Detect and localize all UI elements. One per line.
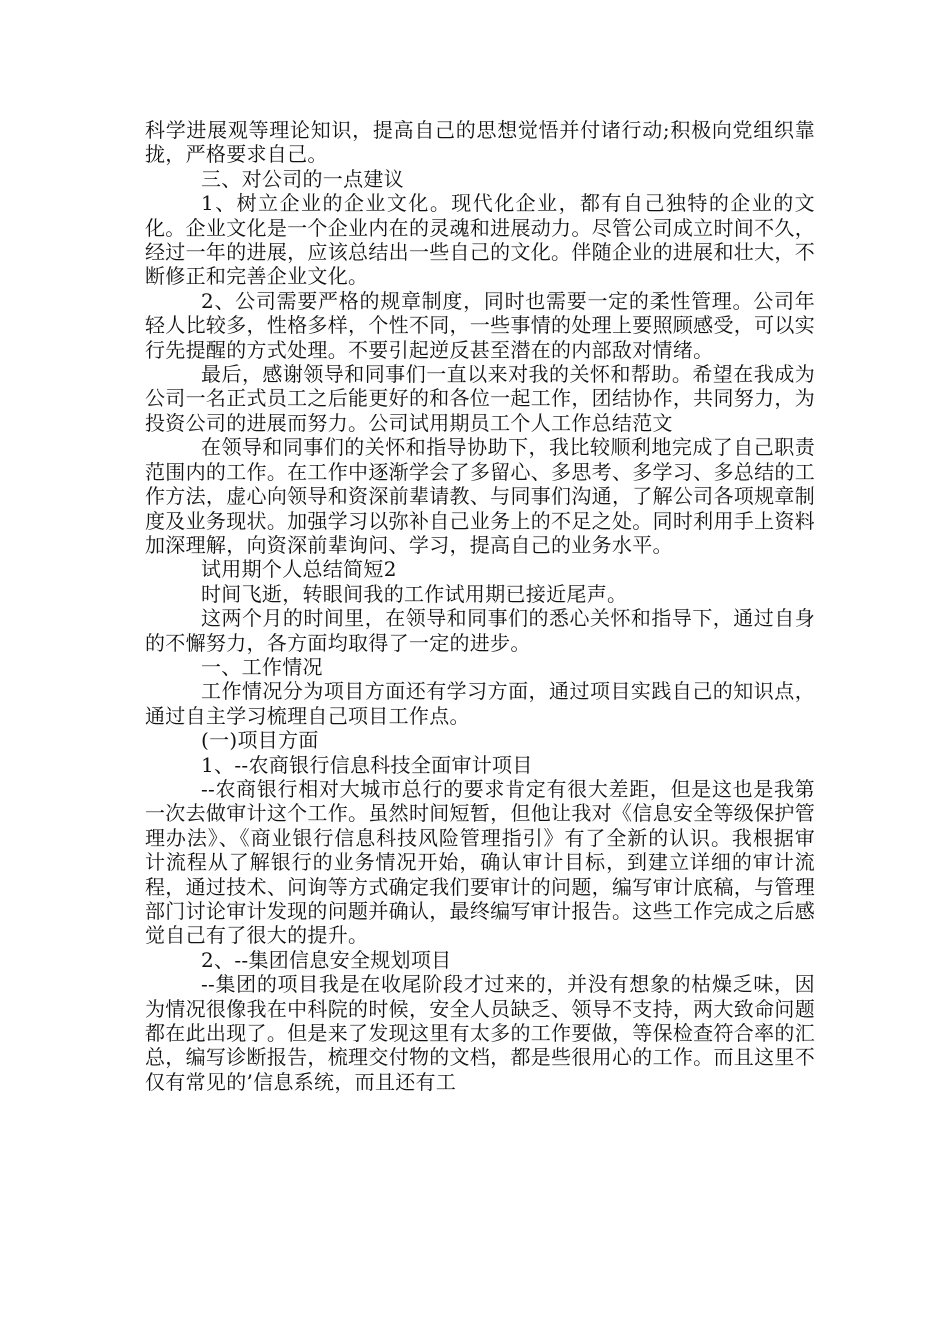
section-heading: 2、--集团信息安全规划项目 — [201, 947, 452, 972]
paragraph: 时间飞逝，转眼间我的工作试用期已接近尾声。 — [201, 581, 628, 606]
section-heading: 三、对公司的一点建议 — [201, 166, 404, 191]
paragraph: 这两个月的时间里，在领导和同事们的悉心关怀和指导下，通过自身的不懈努力，各方面均取得了一定的进步。 — [145, 606, 815, 655]
paragraph: 2、公司需要严格的规章制度，同时也需要一定的柔性管理。公司年轻人比较多，性格多样，个性不同，一些事情的处理上要照顾感受，可以实行先提醒的方式处理。不要引起逆反甚至潜在的内部敌对情绪。 — [145, 288, 815, 362]
paragraph: --集团的项目我是在收尾阶段才过来的，并没有想象的枯燥乏味，因为情况很像我在中科院的时候，安全人员缺乏、领导不支持，两大致命问题都在此出现了。但是来了发现这里有太多的工作要做，等保检查符合率的汇总，编写诊断报告，梳理交付物的文档，都是些很用心的工作。而且这里不仅有常见的’信息系统，而且还有工 — [145, 972, 815, 1094]
paragraph: 1、树立企业的企业文化。现代化企业，都有自己独特的企业的文化。企业文化是一个企业内在的灵魂和进展动力。尽管公司成立时间不久，经过一年的进展，应该总结出一些自己的文化。伴随企业的进展和壮大，不断修正和完善企业文化。 — [145, 191, 815, 289]
paragraph: 工作情况分为项目方面还有学习方面，通过项目实践自己的知识点，通过自主学习梳理自己项目工作点。 — [145, 679, 815, 728]
paragraph: 科学进展观等理论知识，提高自己的思想觉悟并付诸行动;积极向党组织靠拢，严格要求自己。 — [145, 118, 815, 167]
section-heading: 一、工作情况 — [201, 654, 323, 679]
document-page — [145, 118, 815, 1094]
paragraph: --农商银行相对大城市总行的要求肯定有很大差距，但是这也是我第一次去做审计这个工作。虽然时间短暂，但他让我对《信息安全等级保护管理办法》、《商业银行信息科技风险管理指引》有了全新的认识。我根据审计流程从了解银行的业务情况开始，确认审计目标，到建立详细的审计流程，通过技术、问询等方式确定我们要审计的问题，编写审计底稿，与管理部门讨论审计发现的问题并确认，最终编写审计报告。这些工作完成之后感觉自己有了很大的提升。 — [145, 776, 815, 948]
section-heading: 1、--农商银行信息科技全面审计项目 — [201, 752, 533, 777]
section-heading: 试用期个人总结简短2 — [201, 557, 397, 582]
paragraph: 最后，感谢领导和同事们一直以来对我的关怀和帮助。希望在我成为公司一名正式员工之后能更好的和各位一起工作，团结协作，共同努力，为投资公司的进展而努力。公司试用期员工个人工作总结范文 — [145, 362, 815, 435]
paragraph: 在领导和同事们的关怀和指导协助下，我比较顺利地完成了自己职责范围内的工作。在工作中逐渐学会了多留心、多思考、多学习、多总结的工作方法，虚心向领导和资深前辈请教、与同事们沟通，了解公司各项规章制度及业务现状。加强学习以弥补自己业务上的不足之处。同时利用手上资料加深理解，向资深前辈询问、学习，提高自己的业务水平。 — [145, 435, 815, 557]
section-heading: (一)项目方面 — [201, 728, 319, 753]
